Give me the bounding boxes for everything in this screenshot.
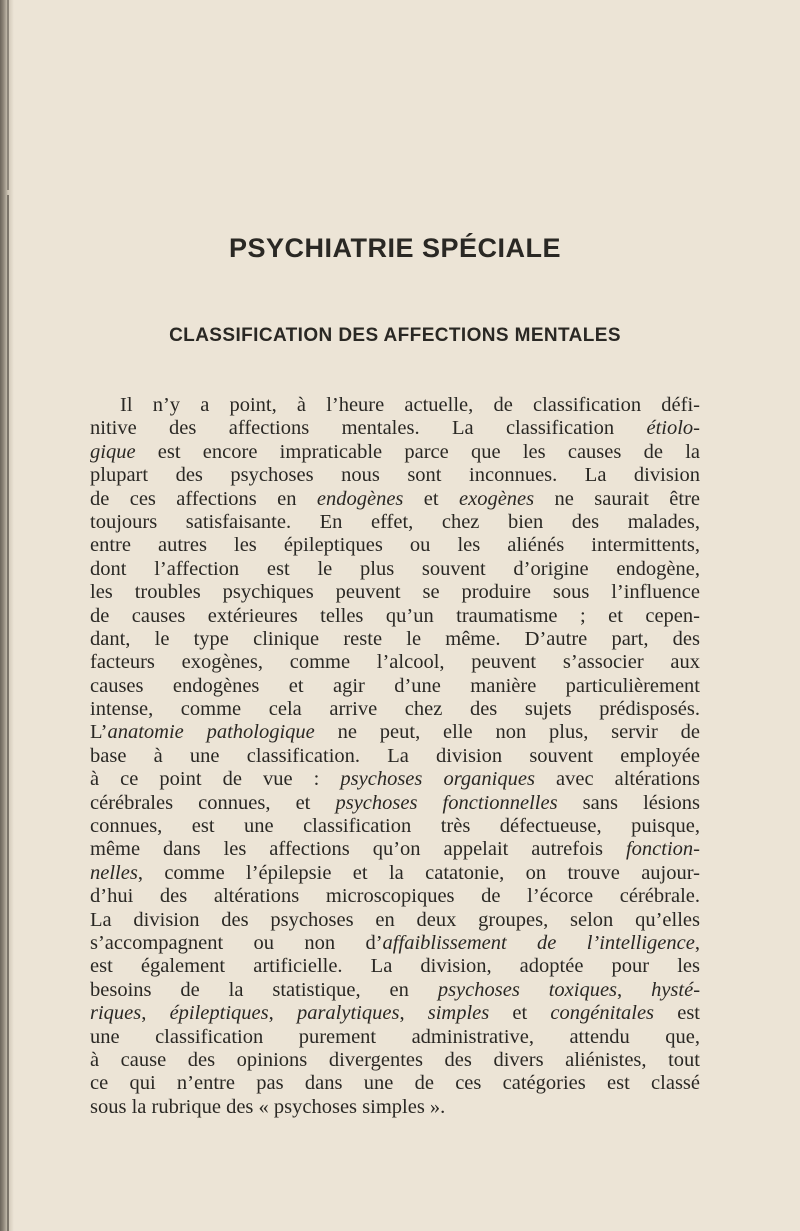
text-line — [90, 698, 700, 721]
text-run: ne saurait être — [534, 487, 701, 510]
text-line — [90, 909, 700, 932]
text-run: ne peut, elle non plus, servir de — [314, 721, 700, 744]
text-line — [90, 768, 700, 791]
text-line — [90, 558, 700, 581]
text-run: à ce point de vue : — [90, 768, 341, 791]
text-line — [90, 721, 700, 744]
text-run: cérébrales connues, et — [90, 791, 336, 814]
text-line — [90, 1002, 700, 1025]
text-line — [90, 792, 700, 815]
text-run: sans lésions — [557, 791, 701, 814]
text-line — [90, 862, 700, 885]
italic-term: endogènes — [316, 487, 404, 510]
text-run: avec altérations — [534, 768, 700, 791]
text-run: de ces affections en — [90, 487, 317, 510]
italic-term: hysté- — [651, 978, 701, 1001]
text-run: est — [654, 1002, 701, 1025]
text-line — [90, 815, 700, 838]
text-line — [90, 1026, 700, 1049]
text-run: plupart des psychoses nous sont inconnues. La division — [90, 464, 700, 487]
italic-term: paralytiques — [296, 1002, 400, 1025]
text-run: entre autres les épileptiques ou les aliénés intermittents, — [90, 534, 700, 557]
text-line — [90, 979, 700, 1002]
italic-term: psychoses toxiques — [437, 978, 618, 1001]
text-line — [90, 464, 700, 487]
italic-term: simples — [427, 1002, 490, 1025]
italic-term: anatomie pathologique — [107, 721, 315, 744]
text-line — [90, 932, 700, 955]
text-run: , — [268, 1002, 297, 1025]
text-run: dont l’affection est le plus souvent d’origine endogène, — [90, 557, 700, 580]
section-title: CLASSIFICATION DES AFFECTIONS MENTALES — [169, 325, 621, 346]
italic-term: psychoses fonctionnelles — [335, 791, 558, 814]
text-run: d’hui des altérations microscopiques de l’écorce cérébrale. — [90, 885, 700, 908]
text-run: besoins de la statistique, en — [90, 978, 438, 1001]
italic-term: affaiblissement de l’intelligence — [382, 931, 695, 954]
text-line — [90, 955, 700, 978]
text-line — [90, 885, 700, 908]
text-line — [90, 675, 700, 698]
italic-term: fonction- — [625, 838, 700, 861]
text-line — [90, 745, 700, 768]
text-run: dant, le type clinique reste le même. D’autre part, des — [90, 627, 700, 650]
text-run: L’ — [90, 721, 108, 744]
text-run: est encore impraticable parce que les causes de la — [135, 440, 700, 463]
text-run: et — [489, 1002, 551, 1025]
text-run: et — [403, 487, 459, 510]
text-line — [90, 1049, 700, 1072]
text-run: , — [399, 1002, 428, 1025]
text-line — [90, 581, 700, 604]
text-line — [90, 838, 700, 861]
text-run: base à une classification. La division souvent employée — [90, 744, 700, 767]
text-line — [90, 651, 700, 674]
text-run: ce qui n’entre pas dans une de ces catégories est classé — [90, 1072, 700, 1095]
text-run: connues, est une classification très défectueuse, puisque, — [90, 815, 700, 838]
text-run: sous la rubrique des « psychoses simples ». — [90, 1095, 446, 1118]
italic-term: psychoses organiques — [340, 768, 535, 791]
binding-line-top — [7, 0, 9, 190]
binding-line — [7, 195, 9, 1231]
text-run: toujours satisfaisante. En effet, chez bien des malades, — [90, 510, 700, 533]
text-line — [90, 605, 700, 628]
text-run: , — [694, 931, 700, 954]
text-run: causes endogènes et agir d’une manière particulièrement — [90, 674, 700, 697]
italic-term: exogènes — [459, 487, 535, 510]
text-line — [90, 628, 700, 651]
italic-term: gique — [90, 440, 136, 463]
text-run: nitive des affections mentales. La classification — [90, 417, 647, 440]
text-run: Il n’y a point, à l’heure actuelle, de classification défi- — [120, 394, 700, 416]
text-run: une classification purement administrative, attendu que, — [90, 1025, 700, 1048]
italic-term: épileptiques — [169, 1002, 269, 1025]
book-page — [90, 0, 700, 1231]
text-line — [90, 394, 700, 417]
body-paragraph — [90, 394, 700, 1119]
text-line — [90, 417, 700, 440]
text-run: s’accompagnent ou non d’ — [90, 931, 383, 954]
italic-term: riques — [90, 1002, 142, 1025]
text-run: les troubles psychiques peuvent se produire sous l’influence — [90, 581, 700, 604]
text-run: est également artificielle. La division, adoptée pour les — [90, 955, 700, 978]
text-line — [90, 511, 700, 534]
text-run: même dans les affections qu’on appelait autrefois — [90, 838, 626, 861]
text-line — [90, 488, 700, 511]
text-run: de causes extérieures telles qu’un traumatisme ; et cepen- — [90, 604, 700, 627]
text-run: La division des psychoses en deux groupes, selon qu’elles — [90, 908, 700, 931]
italic-term: étiolo- — [646, 417, 700, 440]
text-run: facteurs exogènes, comme l’alcool, peuvent s’associer aux — [90, 651, 700, 674]
text-run: intense, comme cela arrive chez des sujets prédisposés. — [90, 698, 700, 721]
text-line — [90, 1072, 700, 1095]
text-run: , — [617, 978, 652, 1001]
text-line — [90, 534, 700, 557]
italic-term: nelles — [90, 861, 138, 884]
text-run: , — [141, 1002, 170, 1025]
text-line — [90, 1096, 700, 1119]
text-run: à cause des opinions divergentes des divers aliénistes, tout — [90, 1048, 700, 1071]
page-title: PSYCHIATRIE SPÉCIALE — [228, 233, 562, 263]
text-run: , comme l’épilepsie et la catatonie, on trouve aujour- — [137, 861, 700, 884]
text-line — [90, 441, 700, 464]
italic-term: congénitales — [550, 1002, 655, 1025]
